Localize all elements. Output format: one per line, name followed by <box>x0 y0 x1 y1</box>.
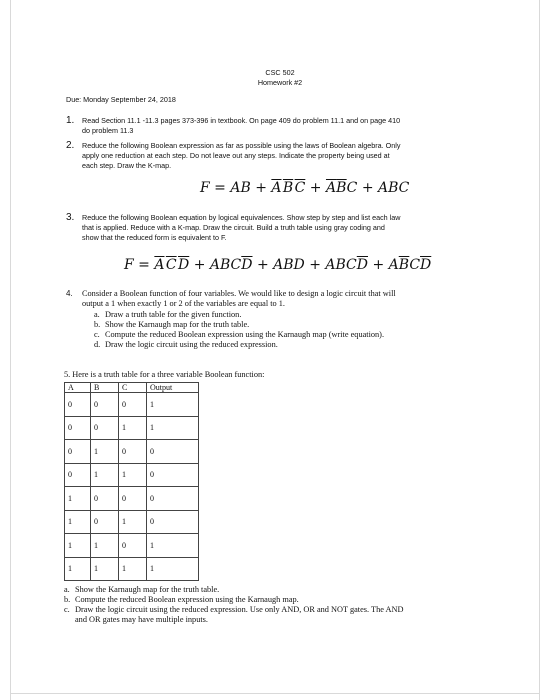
table-cell: 0 <box>65 440 91 464</box>
table-cell: 0 <box>119 487 147 511</box>
table-cell: 1 <box>147 393 199 417</box>
table-cell: 1 <box>119 557 147 581</box>
table-cell: 1 <box>119 416 147 440</box>
table-cell: 0 <box>119 534 147 558</box>
table-cell: 0 <box>91 393 119 417</box>
table-row <box>65 534 199 558</box>
table-cell: 1 <box>65 557 91 581</box>
table-cell: 0 <box>65 463 91 487</box>
table-cell: 0 <box>91 416 119 440</box>
table-cell: 1 <box>119 463 147 487</box>
table-cell: 1 <box>91 557 119 581</box>
table-cell: 1 <box>91 534 119 558</box>
table-cell: 0 <box>91 510 119 534</box>
column-header: A <box>65 383 91 393</box>
question-2 <box>66 141 486 175</box>
question-text: Reduce the following Boolean expression as far as possible using the laws of Boolean algebra. Only <box>82 141 401 150</box>
table-cell: 0 <box>147 440 199 464</box>
question-text: Consider a Boolean function of four variables. We would like to design a logic circuit that will <box>82 289 396 298</box>
table-cell: 1 <box>65 510 91 534</box>
table-cell: 0 <box>147 487 199 511</box>
question-text: do problem 11.3 <box>82 126 134 135</box>
formula-q2: F = AB + $\overline{A}$ $\overline{B}$ $\overline{C} + \overline{A}\overline{B}C$ + ABC <box>200 180 410 196</box>
table-cell: 0 <box>65 416 91 440</box>
table-cell: 0 <box>65 393 91 417</box>
table-cell: 1 <box>91 463 119 487</box>
table-cell: 0 <box>119 393 147 417</box>
due-date: Due: Monday September 24, 2018 <box>66 95 176 104</box>
question-text: Reduce the following Boolean equation by logical equivalences. Show step by step and list each law <box>82 213 401 222</box>
table-cell: 1 <box>147 534 199 558</box>
table-cell: 1 <box>147 416 199 440</box>
table-cell: 0 <box>91 487 119 511</box>
table-header-row <box>65 383 199 393</box>
truth-table <box>64 382 199 581</box>
table-cell: 1 <box>147 557 199 581</box>
table-row <box>65 487 199 511</box>
table-cell: 1 <box>119 510 147 534</box>
page-edge <box>539 0 540 700</box>
table-cell: 0 <box>119 440 147 464</box>
question-text: that is applied. Reduce with a K-map. Draw the circuit. Build a truth table using gray coding and <box>82 223 385 232</box>
table-row <box>65 440 199 464</box>
question-text: output a 1 when exactly 1 or 2 of the variables are equal to 1. <box>82 299 285 308</box>
page-edge <box>10 693 540 694</box>
question-text: each step. Draw the K-map. <box>82 161 172 170</box>
formula-q3: $F = \overline{A}$ $\overline{C}$ $\overline{D} + ABC\overline{D}$ + ABD + $ABC\overline{D} + A\overline{B}C\overline{D}$ <box>124 257 432 273</box>
table-cell: 0 <box>147 463 199 487</box>
table-row <box>65 416 199 440</box>
column-header: B <box>91 383 119 393</box>
table-cell: 1 <box>65 534 91 558</box>
table-cell: 1 <box>65 487 91 511</box>
column-header: C <box>119 383 147 393</box>
table-row <box>65 510 199 534</box>
question-number: 2. <box>66 140 75 151</box>
table-row <box>65 463 199 487</box>
table-cell: 1 <box>91 440 119 464</box>
table-cell: 0 <box>147 510 199 534</box>
question-text: apply one reduction at each step. Do not leave out any steps. Indicate the property being used at <box>82 151 390 160</box>
question-1 <box>66 116 486 140</box>
question-3 <box>66 213 486 247</box>
column-header: Output <box>147 383 199 393</box>
subitem-5c-continuation: and OR gates may have multiple inputs. <box>75 615 208 624</box>
course-code: CSC 502 <box>265 68 295 77</box>
question-number: 1. <box>66 115 75 126</box>
question-text: show that the reduced form is equivalent to F. <box>82 233 227 242</box>
page-edge <box>10 0 11 700</box>
table-row <box>65 393 199 417</box>
homework-title: Homework #2 <box>257 78 303 87</box>
question-5-intro: 5. Here is a truth table for a three variable Boolean function: <box>64 370 265 379</box>
question-number: 4. <box>66 289 73 298</box>
table-row <box>65 557 199 581</box>
question-text: Read Section 11.1 -11.3 pages 373-396 in textbook. On page 409 do problem 11.1 and on page 410 <box>82 116 401 125</box>
question-number: 3. <box>66 212 75 223</box>
